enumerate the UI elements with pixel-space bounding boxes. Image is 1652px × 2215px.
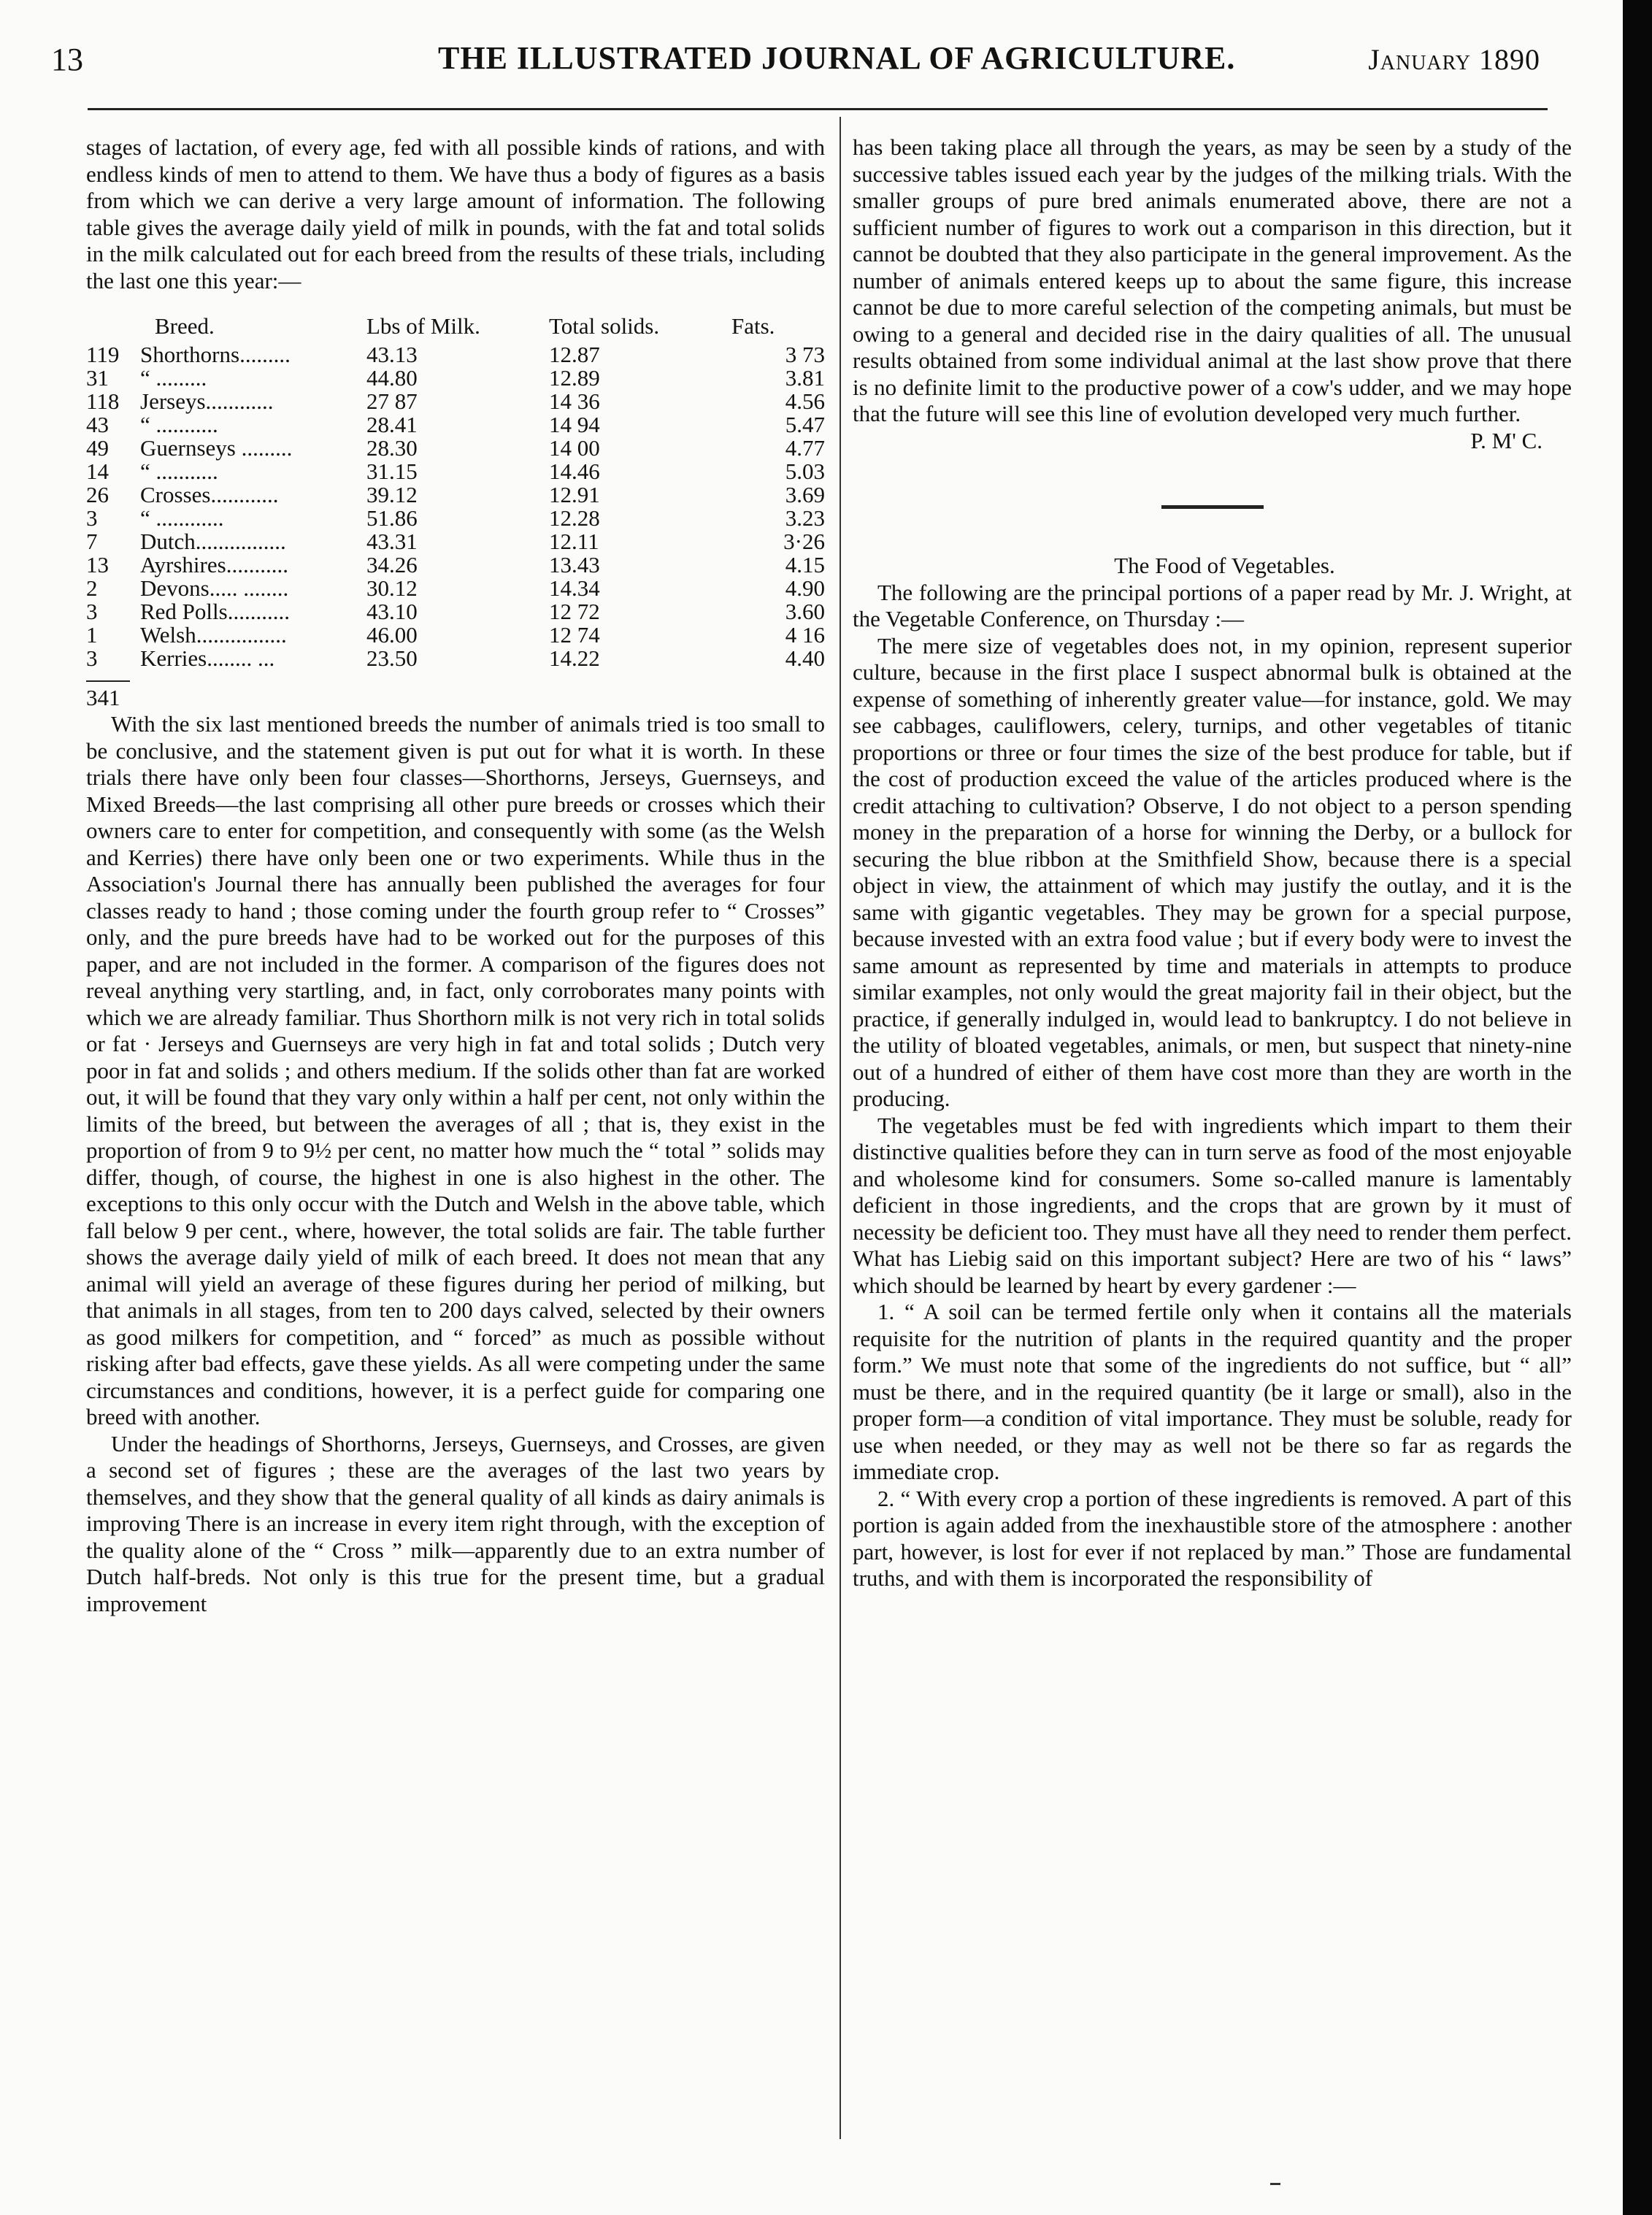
fats: 3.23 <box>785 504 825 531</box>
fats: 4.56 <box>785 388 825 414</box>
breed-count: 119 <box>86 341 120 367</box>
page-number: 13 <box>51 42 83 77</box>
scan-edge-bar <box>1623 0 1652 2215</box>
paragraph: The following are the principal portions of a paper read by Mr. J. Wright, at the Vegetable Conference, on Thursday :— <box>853 579 1572 632</box>
total-solids: 14.34 <box>549 575 600 601</box>
table-row <box>86 413 825 437</box>
fats: 4 16 <box>785 621 825 648</box>
scan-mark <box>1270 2183 1280 2185</box>
table-row <box>86 553 825 577</box>
breed-name: “ ............ <box>140 504 224 531</box>
total-solids: 12 72 <box>549 598 600 624</box>
milk-lbs: 44.80 <box>366 364 418 391</box>
breed-count: 7 <box>86 528 98 554</box>
fats: 3 73 <box>785 341 825 367</box>
total-solids: 14 00 <box>549 434 600 461</box>
table-row <box>86 647 825 670</box>
total-solids: 13.43 <box>549 551 600 577</box>
breed-count: 31 <box>86 364 109 391</box>
right-column <box>853 134 1572 1592</box>
milk-lbs: 43.10 <box>366 598 418 624</box>
breed-name: Shorthorns......... <box>140 341 291 367</box>
fats: 3.60 <box>785 598 825 624</box>
total-solids: 12.89 <box>549 364 600 391</box>
table-row <box>86 623 825 647</box>
total-solids: 12.87 <box>549 341 600 367</box>
milk-lbs: 28.30 <box>366 434 418 461</box>
milk-lbs: 51.86 <box>366 504 418 531</box>
milk-lbs: 23.50 <box>366 645 418 671</box>
breed-name: “ ......... <box>140 364 207 391</box>
table-total: 341 <box>86 684 120 710</box>
breed-name: Kerries........ ... <box>140 645 275 671</box>
breed-count: 49 <box>86 434 109 461</box>
breed-name: Devons..... ........ <box>140 575 289 601</box>
table-row <box>86 577 825 600</box>
table-row <box>86 390 825 413</box>
breed-name: Red Polls........... <box>140 598 290 624</box>
total-rule <box>86 680 130 682</box>
breed-name: “ ........... <box>140 411 218 437</box>
milk-lbs: 30.12 <box>366 575 418 601</box>
header-rule <box>88 108 1548 110</box>
breed-name: Ayrshires........... <box>140 551 288 577</box>
total-solids: 12.91 <box>549 481 600 507</box>
milk-lbs: 39.12 <box>366 481 418 507</box>
total-solids: 12.11 <box>549 528 599 554</box>
fats: 4.90 <box>785 575 825 601</box>
fats: 4.40 <box>785 645 825 671</box>
breed-count: 43 <box>86 411 109 437</box>
paragraph: Under the headings of Shorthorns, Jerseys, Guernseys, and Crosses, are given a second set of figures ; these are the averages of the last two years by themselves, and they show that the general quality of all kinds as dairy animals is improving There is an increase in every item right through, with the exception of the quality alone of the “ Cross ” milk—apparently due to an extra number of Dutch half-breds. Not only is this true for the present time, but a gradual improvement <box>86 1430 825 1616</box>
table-row <box>86 530 825 553</box>
fats: 4.15 <box>785 551 825 577</box>
fats: 5.47 <box>785 411 825 437</box>
milk-lbs: 43.31 <box>366 528 418 554</box>
milk-lbs: 43.13 <box>366 341 418 367</box>
author-signature: P. M' C. <box>1470 427 1542 453</box>
journal-title: THE ILLUSTRATED JOURNAL OF AGRICULTURE. <box>438 40 1236 76</box>
header-fats: Fats. <box>731 313 775 339</box>
page-header <box>51 35 1570 80</box>
header-solids: Total solids. <box>549 313 660 339</box>
article-title: The Food of Vegetables. <box>1114 553 1335 578</box>
issue-date: January 1890 <box>1368 43 1540 76</box>
table-header-row <box>86 313 825 343</box>
column-divider <box>840 117 841 2139</box>
paragraph: The vegetables must be fed with ingredients which impart to them their distinctive qualities before they can in turn serve as food of the most enjoyable and wholesome kind for consumers. Some so-called manure is lamentably deficient in those ingredients, and the crops that are grown by it must of necessity be deficient too. They must have all they need to render them perfect. What has Liebig said on this important subject? Here are two of his “ laws” which should be learned by heart by every gardener :— <box>853 1112 1572 1298</box>
paragraph: The mere size of vegetables does not, in my opinion, represent superior culture, because in the first place I suspect abnormal bulk is obtained at the expense of something of inherently greater value—for instance, gold. We may see cabbages, cauliflowers, celery, turnips, and other vegetables of titanic proportions or three or four times the size of the best produce for table, but if the cost of production exceed the value of the articles produced where is the credit attaching to cultivation? Observe, I do not object to a person spending money in the preparation of a horse for winning the Derby, or a bullock for securing the blue ribbon at the Smithfield Show, because there is a special object in view, the attainment of which may justify the outlay, and it is the same with gigantic vegetables. They may be grown for a special purpose, because invested with an extra food value ; but if every body were to invest the same amount as represented by time and materials in attempts to produce similar examples, not only would the great majority fail in their object, but the practice, if generally indulged in, would lead to bankruptcy. I do not believe in the utility of bloated vegetables, animals, or men, but suspect that ninety-nine out of a hundred of either of them have cost more than they are worth in the producing. <box>853 632 1572 1111</box>
fats: 3.81 <box>785 364 825 391</box>
table-row <box>86 460 825 483</box>
breed-count: 13 <box>86 551 109 577</box>
total-solids: 14.22 <box>549 645 600 671</box>
breed-count: 1 <box>86 621 98 648</box>
fats: 3.69 <box>785 481 825 507</box>
breed-count: 118 <box>86 388 120 414</box>
table-row <box>86 343 825 366</box>
intro-paragraph: stages of lactation, of every age, fed with all possible kinds of rations, and with endless kinds of men to attend to them. We have thus a body of figures as a basis from which we can derive a very large amount of information. The following table gives the average daily yield of milk in pounds, with the fat and total solids in the milk calculated out for each breed from the results of these trials, including the last one this year:— <box>86 134 825 293</box>
breed-count: 3 <box>86 504 98 531</box>
milk-lbs: 34.26 <box>366 551 418 577</box>
breed-count: 3 <box>86 645 98 671</box>
breed-name: Dutch................ <box>140 528 286 554</box>
milk-lbs: 31.15 <box>366 458 418 484</box>
table-row <box>86 483 825 507</box>
breed-count: 14 <box>86 458 109 484</box>
paragraph: 2. “ With every crop a portion of these ingredients is removed. A part of this portion is again added from the inexhaustible store of the atmosphere : another part, however, is lost for ever if not replaced by man.” Those are fundamental truths, and with them is incorporated the responsibility of <box>853 1485 1572 1591</box>
breed-count: 3 <box>86 598 98 624</box>
fats: 5.03 <box>785 458 825 484</box>
milk-lbs: 27 87 <box>366 388 418 414</box>
milk-yield-table <box>86 313 825 670</box>
breed-count: 2 <box>86 575 98 601</box>
table-row <box>86 507 825 530</box>
breed-count: 26 <box>86 481 109 507</box>
fats: 4.77 <box>785 434 825 461</box>
breed-name: Welsh................ <box>140 621 287 648</box>
paragraph: With the six last mentioned breeds the number of animals tried is too small to be conclusive, and the statement given is put out for what it is worth. In these trials there have only been four classes—Shorthorns, Jerseys, Guernseys, and Mixed Breeds—the last comprising all other pure breeds or crosses which their owners care to enter for competition, and consequently with some (as the Welsh and Kerries) there have only been one or two experiments. While thus in the Association's Journal there has annually been published the averages for four classes ready to hand ; those coming under the fourth group refer to “ Crosses” only, and the pure breeds have had to be worked out for the purposes of this paper, and are not included in the former. A comparison of the figures does not reveal anything very startling, and, in fact, only corroborates many points with which we are already familiar. Thus Shorthorn milk is not very rich in total solids or fat · Jerseys and Guernseys are very high in fat and total solids ; Dutch very poor in fat and solids ; and others medium. If the solids other than fat are worked out, it will be found that they vary only within a half per cent, not only within the limits of the breed, but between the averages of all ; that is, they exist in the proportion of from 9 to 9½ per cent, no matter how much the “ total ” solids may differ, though, of course, the highest in one is also highest in the other. The exceptions to this only occur with the Dutch and Welsh in the above table, which fall below 9 per cent., where, however, the total solids are fair. The table further shows the average daily yield of milk of each breed. It does not mean that any animal will yield an average of these figures during her period of milking, but that animals in all stages, from ten to 200 days calved, selected by their owners as good milkers for competition, and “ forced” as much as possible without risking after bad effects, gave these yields. As all were competing under the same circumstances and conditions, however, it is a perfect guide for comparing one breed with another. <box>86 711 825 1429</box>
total-solids: 12 74 <box>549 621 600 648</box>
table-row <box>86 600 825 623</box>
milk-lbs: 28.41 <box>366 411 418 437</box>
total-solids: 14.46 <box>549 458 600 484</box>
header-milk: Lbs of Milk. <box>366 313 480 339</box>
section-separator <box>1161 505 1264 509</box>
milk-lbs: 46.00 <box>366 621 418 648</box>
table-row <box>86 366 825 390</box>
paragraph: 1. “ A soil can be termed fertile only when it contains all the materials requisite for the nutrition of plants in the required quantity and the proper form.” We must note that some of the ingredients do not suffice, but “ all” must be there, and in the required quantity (be it large or small), also in the proper form—a condition of vital importance. They must be soluble, ready for use when needed, or they may as well not be there so far as regards the immediate crop. <box>853 1299 1572 1484</box>
paragraph: has been taking place all through the years, as may be seen by a study of the successive tables issued each year by the judges of the milking trials. With the smaller groups of pure bred animals enumerated above, there are not a sufficient number of figures to work out a comparison in this direction, but it cannot be doubted that they also participate in the general improvement. As the number of animals entered keeps up to about the same figure, this increase cannot be due to more careful selection of the competing animals, but must be owing to a general and decided rise in the dairy qualities of all. The unusual results obtained from some individual animal at the last show prove that there is no definite limit to the productive power of a cow's udder, and we may hope that the future will see this line of evolution developed very much further. <box>853 134 1572 426</box>
breed-name: Crosses............ <box>140 481 279 507</box>
breed-name: Jerseys............ <box>140 388 274 414</box>
breed-name: Guernseys ......... <box>140 434 293 461</box>
breed-name: “ ........... <box>140 458 218 484</box>
total-solids: 14 36 <box>549 388 600 414</box>
fats: 3·26 <box>783 528 825 554</box>
table-row <box>86 437 825 460</box>
total-solids: 14 94 <box>549 411 600 437</box>
left-column <box>86 134 825 1617</box>
header-breed: Breed. <box>155 313 215 339</box>
total-solids: 12.28 <box>549 504 600 531</box>
